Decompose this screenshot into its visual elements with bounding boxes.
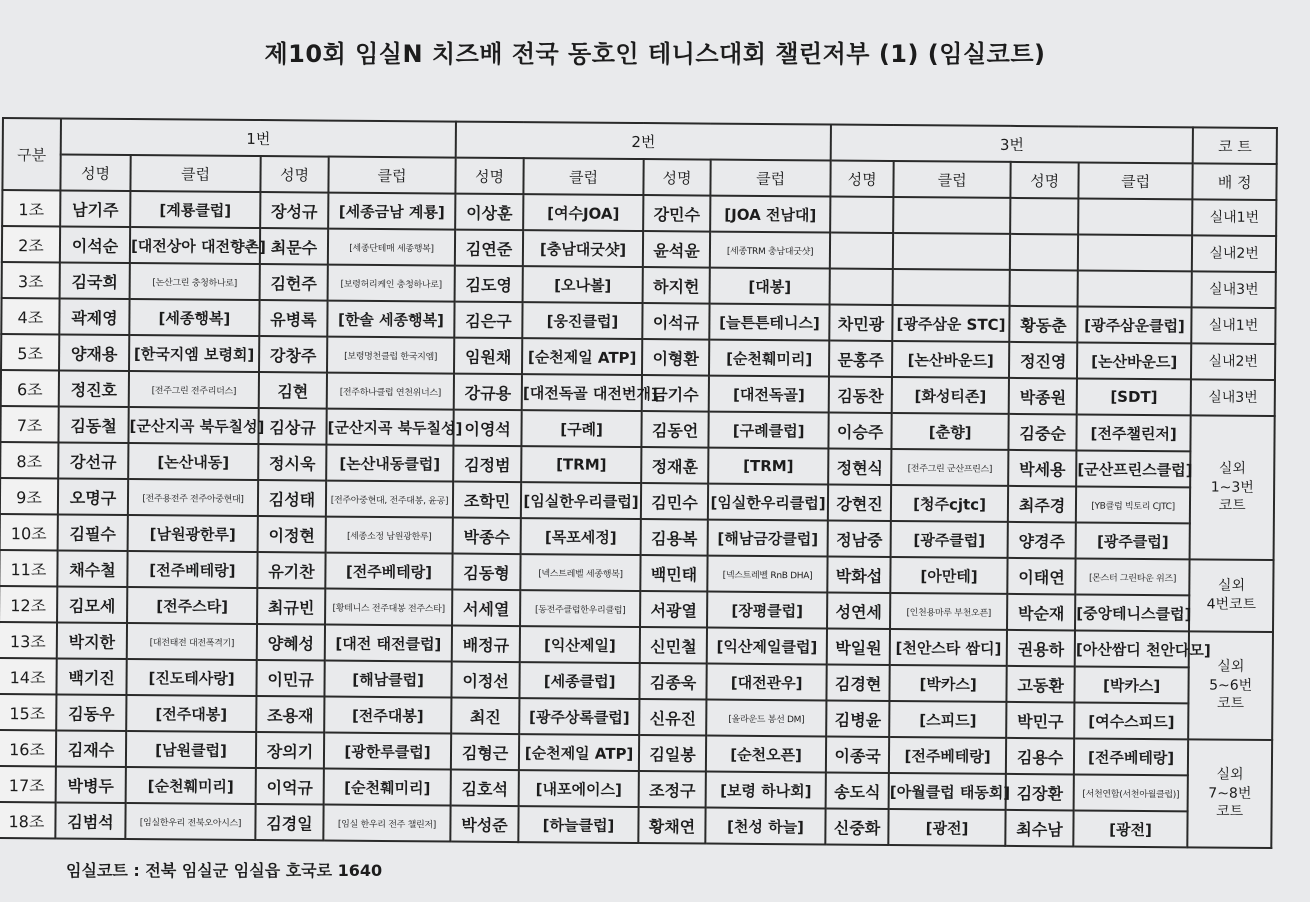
- court1-player-club: [남원클럽]: [126, 731, 256, 768]
- court1-player-club: [광한루클럽]: [324, 733, 451, 770]
- court3-player-club: [1078, 234, 1192, 271]
- court1-player-club: [진도테사랑]: [126, 659, 256, 696]
- court1-player-club: [세종단테매 세종행복]: [328, 229, 455, 266]
- group-label: 2조: [2, 226, 60, 262]
- group-label: 18조: [0, 802, 56, 838]
- court1-player-club: [전주아중현대, 전주대봉, 윤공]: [326, 481, 453, 518]
- court3-player-club: [전주그린 군산프린스]: [891, 449, 1008, 486]
- court2-player-club: [천성 하늘]: [705, 808, 825, 845]
- court3-player-club: [전주챌린저]: [1077, 414, 1191, 451]
- court2-player-name: 김은구: [454, 302, 522, 339]
- court2-player-name: 김일봉: [639, 735, 706, 772]
- court1-player-club: [계룡클럽]: [130, 191, 260, 228]
- court1-player-name: 양재용: [59, 334, 129, 371]
- court2-player-name: 이상훈: [455, 194, 523, 231]
- court3-player-name: 문홍주: [829, 341, 892, 377]
- court3-player-name: 김병윤: [826, 700, 889, 736]
- header-court-1: 1번: [61, 118, 456, 157]
- court1-player-club: [세종금남 계룡]: [328, 193, 455, 230]
- court1-player-club: [순천훼미리]: [126, 767, 256, 804]
- court2-player-club: [올라운드 봉선 DM]: [706, 700, 826, 737]
- court1-player-name: 곽제영: [59, 298, 129, 335]
- court3-player-club: [논산바운드]: [1077, 342, 1191, 379]
- court-assignment-line: 실외: [1216, 766, 1244, 783]
- court-assignment-line: 1~3번: [1210, 479, 1254, 496]
- court1-player-name: 김범석: [55, 802, 125, 839]
- court1-player-name: 김모세: [57, 586, 127, 623]
- court2-player-name: 이정선: [452, 662, 520, 699]
- court-assignment: [1192, 235, 1276, 272]
- header-club: 클럽: [328, 157, 455, 194]
- court2-player-club: [동전주클럽한우리클럽]: [520, 590, 640, 627]
- court2-player-club: [보령 하나회]: [706, 772, 826, 809]
- court1-player-club: [전주대봉]: [324, 697, 451, 734]
- court3-player-name: 최수남: [1005, 810, 1073, 847]
- court3-player-club: [군산프린스클럽]: [1076, 450, 1190, 487]
- header-club: 클럽: [130, 155, 260, 192]
- court1-player-club: [임실 한우리 전주 챌린저]: [323, 805, 450, 842]
- court3-player-name: 박화섭: [827, 556, 890, 592]
- court1-player-club: [전주베테랑]: [325, 553, 452, 590]
- court2-player-club: [오나볼]: [523, 266, 643, 303]
- court3-player-club: [광주클럽]: [1076, 522, 1190, 559]
- court-assignment-line: 실내1번: [1208, 317, 1259, 334]
- court1-player-name: 조용재: [256, 696, 324, 733]
- court-assignment-line: 실내3번: [1208, 389, 1258, 406]
- court1-player-club: [전주대봉]: [126, 695, 256, 732]
- court-assignment: [1191, 379, 1275, 416]
- court1-player-name: 장의기: [256, 732, 324, 769]
- court2-player-club: [목포세정]: [521, 518, 641, 555]
- court3-player-name: 박세용: [1008, 450, 1076, 487]
- court1-player-name: 유기찬: [257, 552, 325, 589]
- court1-player-name: 김상규: [258, 408, 326, 445]
- court3-player-club: [광주클럽]: [891, 521, 1008, 558]
- court3-player-name: 황동춘: [1009, 306, 1077, 343]
- court1-player-club: [군산지곡 북두칠성]: [128, 407, 258, 444]
- court3-player-club: [몬스터 그린타운 위즈]: [1075, 558, 1189, 595]
- court3-player-club: [박카스]: [1075, 666, 1189, 703]
- court3-player-club: [중앙테니스클럽]: [1075, 594, 1189, 631]
- court-assignment-line: 실외: [1217, 577, 1246, 594]
- court1-player-name: 이정현: [258, 516, 326, 553]
- court3-player-name: 김중순: [1009, 414, 1077, 451]
- court1-player-name: 김필수: [58, 514, 128, 551]
- court3-player-name: 김용수: [1006, 738, 1074, 775]
- court3-player-name: 차민광: [829, 305, 892, 341]
- court2-player-club: [늘튼튼테니스]: [709, 304, 829, 341]
- header-court-col-bottom: 배 정: [1193, 163, 1277, 200]
- court-assignment-line: 실내2번: [1208, 353, 1259, 370]
- court1-player-name: 김경일: [255, 804, 323, 841]
- court-assignment-line: 5~6번: [1209, 677, 1253, 694]
- court1-player-name: 김현: [259, 372, 327, 409]
- court-assignment: [1191, 307, 1275, 344]
- court1-player-name: 김동우: [56, 694, 126, 731]
- court3-player-club: [전주베테랑]: [1074, 738, 1188, 775]
- court1-player-name: 강선규: [58, 442, 128, 479]
- court1-player-name: 유병록: [259, 300, 327, 337]
- court1-player-name: 김국희: [60, 262, 130, 299]
- court3-player-club: [스피드]: [889, 701, 1006, 738]
- court3-player-name: 박일원: [827, 628, 890, 664]
- court3-player-name: 고동환: [1007, 666, 1075, 703]
- court2-player-name: 하지헌: [643, 267, 710, 304]
- court1-player-name: 채수철: [57, 550, 127, 587]
- court3-player-club: [인천용마루 부천오픈]: [890, 593, 1007, 630]
- court1-player-club: [대전상아 대전향촌]: [130, 227, 260, 264]
- court1-player-club: [해남클럽]: [324, 661, 451, 698]
- court3-player-club: [1078, 270, 1192, 307]
- court3-player-name: 이태연: [1007, 558, 1075, 595]
- court1-player-name: 김동철: [58, 406, 128, 443]
- court2-player-name: 조정구: [639, 771, 706, 808]
- group-label: 15조: [0, 694, 56, 730]
- court2-player-club: [내포에이스]: [519, 770, 639, 807]
- court2-player-club: [순천오픈]: [706, 736, 826, 773]
- court1-player-name: 최문수: [260, 228, 328, 265]
- court2-player-name: 김종욱: [639, 663, 706, 700]
- court-assignment: [1192, 199, 1276, 236]
- court2-player-club: [TRM]: [521, 446, 641, 483]
- group-label: 16조: [0, 730, 56, 766]
- court3-player-club: [SDT]: [1077, 378, 1191, 415]
- court1-player-name: 남기주: [60, 190, 130, 227]
- court1-player-club: [한솔 세종행복]: [327, 301, 454, 338]
- court3-player-name: 이승주: [829, 413, 892, 449]
- court2-player-name: 윤석윤: [643, 231, 710, 268]
- court2-player-name: 이영석: [453, 410, 521, 447]
- court3-player-club: [화성티존]: [892, 377, 1009, 414]
- court3-player-name: [1010, 270, 1078, 307]
- court2-player-club: [TRM]: [708, 448, 828, 485]
- court1-player-name: 양혜성: [257, 624, 325, 661]
- court2-player-name: 배정규: [452, 626, 520, 663]
- header-name: 성명: [455, 158, 523, 195]
- court1-player-club: [보령명천클럽 한국지엠]: [327, 337, 454, 374]
- group-label: 13조: [0, 622, 57, 658]
- court2-player-name: 임원채: [454, 338, 522, 375]
- header-club: 클럽: [893, 161, 1010, 198]
- court3-player-name: 정진영: [1009, 342, 1077, 379]
- court2-player-club: [순천제일 ATP]: [522, 338, 642, 375]
- court2-player-club: [구례]: [521, 410, 641, 447]
- court1-player-club: [전주하나클럽 연천위너스]: [327, 373, 454, 410]
- court3-player-club: [광주삼운클럽]: [1077, 306, 1191, 343]
- header-club: 클럽: [523, 158, 643, 195]
- court1-player-club: [대전 태전클럽]: [325, 625, 452, 662]
- court1-player-club: [전주그린 전주리더스]: [129, 371, 259, 408]
- court-assignment: [1187, 739, 1272, 848]
- court2-player-club: [대전관우]: [706, 664, 826, 701]
- court2-player-club: [장평클럽]: [707, 592, 827, 629]
- court1-player-name: 김헌주: [260, 264, 328, 301]
- court3-player-name: [1010, 234, 1078, 271]
- court3-player-name: 박순재: [1007, 594, 1075, 631]
- court2-player-club: [넥스트레벨 세종행복]: [520, 554, 640, 591]
- group-label: 5조: [1, 334, 59, 370]
- court3-player-club: [아산쌈디 천안다모]: [1075, 630, 1189, 667]
- court2-player-name: 김동형: [452, 554, 520, 591]
- court1-player-name: 이억규: [256, 768, 324, 805]
- court3-player-club: [서천연합(서천아월클럽)]: [1074, 774, 1188, 811]
- court2-player-club: [구례클럽]: [708, 412, 828, 449]
- court1-player-club: [세종소정 남원광한루]: [326, 517, 453, 554]
- court1-player-club: [전주스타]: [127, 587, 257, 624]
- court-assignment-line: 실내1번: [1209, 209, 1260, 226]
- header-court-2: 2번: [456, 122, 831, 161]
- group-label: 6조: [1, 370, 59, 406]
- court-assignment: [1192, 271, 1276, 308]
- court3-player-name: 정남중: [828, 520, 891, 556]
- page-title: 제10회 임실N 치즈배 전국 동호인 테니스대회 챌린저부 (1) (임실코트): [264, 40, 1046, 68]
- court-assignment-line: 실내2번: [1209, 245, 1259, 262]
- group-label: 8조: [0, 442, 58, 478]
- court2-player-club: [해남금강클럽]: [708, 520, 828, 557]
- court2-player-club: [익산제일]: [520, 626, 640, 663]
- header-name: 성명: [643, 159, 710, 196]
- court2-player-club: [순천제일 ATP]: [519, 734, 639, 771]
- court3-player-club: [광주삼운 STC]: [892, 305, 1009, 342]
- court2-player-club: [임실한우리클럽]: [708, 484, 828, 521]
- header-name: 성명: [60, 154, 130, 191]
- header-name: 성명: [260, 156, 328, 193]
- header-name: 성명: [1010, 162, 1078, 199]
- court-assignment: [1189, 559, 1274, 632]
- court3-player-name: 송도식: [826, 772, 889, 808]
- court3-player-club: [893, 197, 1010, 234]
- court1-player-name: 김성태: [258, 480, 326, 517]
- group-label: 9조: [0, 478, 58, 514]
- court-assignment-line: 7~8번: [1208, 785, 1252, 802]
- court3-player-name: [830, 197, 893, 233]
- court3-player-name: [830, 233, 893, 269]
- court3-player-club: [박카스]: [890, 665, 1007, 702]
- court-assignment-line: 코트: [1216, 803, 1244, 821]
- court2-player-club: [세종클럽]: [519, 662, 639, 699]
- court2-player-name: 박종수: [453, 518, 521, 555]
- court1-player-club: [논산내동]: [128, 443, 258, 480]
- court2-player-club: [순천훼미리]: [709, 340, 829, 377]
- court1-player-club: [보령허리케인 충청하나로]: [328, 265, 455, 302]
- group-label: 3조: [2, 262, 60, 298]
- court2-player-name: 김민수: [641, 483, 708, 520]
- court1-player-club: [남원광한루]: [128, 515, 258, 552]
- group-label: 7조: [0, 406, 58, 442]
- court1-player-name: 정시욱: [258, 444, 326, 481]
- group-label: 14조: [0, 658, 57, 694]
- court2-player-name: 강규용: [454, 374, 522, 411]
- court1-player-name: 이석순: [60, 226, 130, 263]
- court2-player-name: 김형근: [451, 734, 519, 771]
- court2-player-name: 신민철: [640, 627, 707, 664]
- court2-player-name: 금기수: [642, 375, 709, 412]
- court-assignment-line: 4번코트: [1206, 596, 1257, 613]
- court3-player-club: [전주베테랑]: [889, 737, 1006, 774]
- court2-player-name: 서광열: [640, 591, 707, 628]
- court3-player-name: 박민구: [1006, 702, 1074, 739]
- group-label: 4조: [1, 298, 59, 334]
- court1-player-name: 박병두: [56, 766, 126, 803]
- court2-player-name: 김동언: [641, 411, 708, 448]
- court1-player-club: [대전태전 대전폭격기]: [127, 623, 257, 660]
- court2-player-name: 서세열: [452, 590, 520, 627]
- court-assignment: [1190, 415, 1275, 560]
- court2-player-club: [하늘클럽]: [518, 806, 638, 843]
- court2-player-name: 강민수: [643, 195, 710, 232]
- court3-player-name: 신중화: [825, 808, 888, 844]
- court2-player-club: [JOA 전남대]: [710, 196, 830, 233]
- court3-player-name: 박종원: [1009, 378, 1077, 415]
- group-label: 10조: [0, 514, 58, 550]
- court1-player-name: 최규빈: [257, 588, 325, 625]
- court3-player-club: [893, 233, 1010, 270]
- court1-player-club: [한국지엠 보령회]: [129, 335, 259, 372]
- court3-player-club: [청주cjtc]: [891, 485, 1008, 522]
- court1-player-club: [전주베테랑]: [127, 551, 257, 588]
- court2-player-name: 김정범: [453, 446, 521, 483]
- court1-player-name: 장성규: [260, 192, 328, 229]
- header-group: 구분: [2, 118, 61, 190]
- court2-player-name: 신유진: [639, 699, 706, 736]
- court3-player-name: 이종국: [826, 736, 889, 772]
- court2-player-name: 김호석: [451, 770, 519, 807]
- court2-player-name: 백민태: [640, 555, 707, 592]
- court3-player-name: [1010, 198, 1078, 235]
- draw-table: [0, 117, 1278, 849]
- header-court-3: 3번: [831, 125, 1193, 164]
- court-assignment-line: 실내3번: [1209, 281, 1259, 298]
- court1-player-name: 오명구: [58, 478, 128, 515]
- header-court-col-top: 코 트: [1193, 127, 1277, 164]
- court1-player-name: 백기진: [56, 658, 126, 695]
- group-label: 1조: [2, 190, 60, 226]
- court1-player-club: [군산지곡 북두칠성]: [326, 409, 453, 446]
- court1-player-name: 김재수: [56, 730, 126, 767]
- court3-player-name: 성연세: [827, 592, 890, 628]
- court1-player-club: [논산그린 충청하나로]: [130, 263, 260, 300]
- group-label: 12조: [0, 586, 57, 622]
- court1-player-name: 이민규: [256, 660, 324, 697]
- court1-player-name: 정진호: [59, 370, 129, 407]
- court2-player-name: 황채연: [638, 807, 705, 844]
- court3-player-name: 강현진: [828, 485, 891, 521]
- venue-address: 임실코트 : 전북 임실군 임실읍 호국로 1640: [66, 861, 383, 880]
- court3-player-club: [논산바운드]: [892, 341, 1009, 378]
- group-label: 17조: [0, 766, 56, 802]
- court2-player-club: [대전독골 대전번개]: [522, 374, 642, 411]
- court3-player-name: 양경주: [1008, 522, 1076, 559]
- table-body: [0, 190, 1277, 848]
- court2-player-club: [임실한우리클럽]: [521, 482, 641, 519]
- court2-player-club: [세종TRM 충남대굿샷]: [710, 232, 830, 269]
- court3-player-club: [아만테]: [890, 557, 1007, 594]
- court2-player-club: [넥스트레벨 RnB DHA]: [707, 556, 827, 593]
- court2-player-name: 김연준: [455, 230, 523, 267]
- court1-player-club: [황테니스 전주대봉 전주스타]: [325, 589, 452, 626]
- court2-player-club: [여수JOA]: [523, 194, 643, 231]
- court-assignment-line: 코트: [1218, 498, 1246, 515]
- court2-player-name: 김도영: [455, 266, 523, 303]
- header-name: 성명: [830, 161, 893, 197]
- group-label: 11조: [0, 550, 58, 586]
- court2-player-club: [대전독골]: [709, 376, 829, 413]
- court2-player-name: 박성준: [450, 806, 518, 843]
- court-assignment-line: 코트: [1216, 695, 1245, 713]
- court2-player-club: [익산제일클럽]: [707, 628, 827, 665]
- court2-player-name: 정재훈: [641, 447, 708, 484]
- court2-player-club: [광주상록클럽]: [519, 698, 639, 735]
- court-assignment: [1191, 343, 1275, 380]
- court-assignment-line: 실외: [1218, 460, 1247, 477]
- court1-player-club: [세종행복]: [129, 299, 259, 336]
- court3-player-club: [여수스피드]: [1074, 702, 1188, 739]
- court3-player-club: [광전]: [1073, 810, 1187, 847]
- court1-player-club: [전주용전주 전주아중현대]: [128, 479, 258, 516]
- court2-player-club: [웅진클럽]: [522, 302, 642, 339]
- court1-player-club: [논산내동클럽]: [326, 445, 453, 482]
- court3-player-club: [YB클럽 빅토리 CJTC]: [1076, 486, 1190, 523]
- court1-player-name: 강창주: [259, 336, 327, 373]
- court3-player-club: [1078, 198, 1192, 235]
- court2-player-club: [충남대굿샷]: [523, 230, 643, 267]
- court-assignment-line: 실외: [1217, 658, 1245, 675]
- court3-player-name: 김동찬: [829, 377, 892, 413]
- court2-player-club: [대봉]: [710, 268, 830, 305]
- court2-player-name: 김용복: [641, 519, 708, 556]
- court3-player-club: [광전]: [888, 809, 1005, 846]
- court3-player-name: 김경현: [827, 664, 890, 700]
- court1-player-name: 박지한: [57, 622, 127, 659]
- court3-player-name: 최주경: [1008, 486, 1076, 523]
- court3-player-name: 권용하: [1007, 630, 1075, 667]
- court3-player-name: 김장환: [1006, 774, 1074, 811]
- court3-player-club: [천안스타 쌈디]: [890, 629, 1007, 666]
- court1-player-club: [순천훼미리]: [324, 769, 451, 806]
- court2-player-name: 조학민: [453, 482, 521, 519]
- header-club: 클럽: [710, 160, 830, 197]
- court3-player-name: [830, 269, 893, 305]
- court2-player-name: 이석규: [642, 303, 709, 340]
- court1-player-club: [임실한우리 전북오아시스]: [125, 803, 255, 840]
- court3-player-club: [893, 269, 1010, 306]
- court2-player-name: 이형환: [642, 339, 709, 376]
- court3-player-club: [아월클럽 태동회]: [889, 773, 1006, 810]
- court3-player-club: [춘향]: [892, 413, 1009, 450]
- header-club: 클럽: [1078, 162, 1192, 199]
- court3-player-name: 정현식: [828, 449, 891, 485]
- court2-player-name: 최진: [451, 698, 519, 735]
